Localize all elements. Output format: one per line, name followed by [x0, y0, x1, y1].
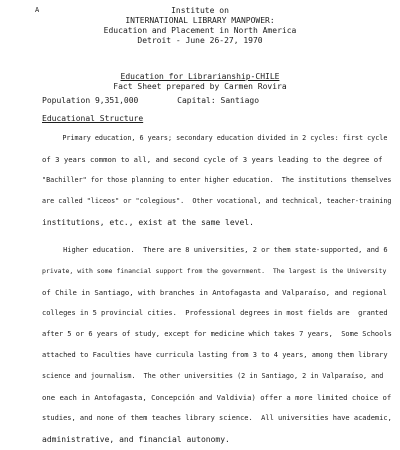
capital-text: Capital: Santiago — [177, 96, 260, 105]
paragraph-line: institutions, etc., exist at the same level. — [42, 218, 254, 227]
document-header — [0, 6, 400, 46]
paragraph-line: Higher education. There are 8 universities, 2 or them state-supported, and 6 — [42, 246, 388, 254]
paragraph-line: of Chile in Santiago, with branches in Antofagasta and Valparaíso, and regional — [42, 288, 387, 297]
paragraph-line: colleges in 5 provincial cities. Professional degrees in most fields are granted — [42, 309, 388, 317]
header-line-institute: Institute on — [171, 6, 229, 15]
paragraph-line: administrative, and financial autonomy. — [42, 435, 230, 444]
paragraph-line: attached to Faculties have curricula lasting from 3 to 4 years, among them library — [42, 351, 388, 359]
paragraph-line: science and journalism. The other universities (2 in Santiago, 2 in Valparaíso, and — [42, 372, 384, 380]
header-line-date: Detroit - June 26-27, 1970 — [137, 36, 263, 45]
subheading-prepared-by: Fact Sheet prepared by Carmen Rovira — [113, 82, 287, 91]
paragraph-line: of 3 years common to all, and second cycle of 3 years leading to the degree of — [42, 155, 383, 164]
paragraph-line: Primary education, 6 years; secondary education divided in 2 cycles: first cycle — [42, 134, 388, 142]
paragraph-line: studies, and none of them teaches library science. All universities have academic, — [42, 414, 392, 422]
paragraph-primary-education — [42, 128, 392, 233]
subheading-title: Education for Librarianship-CHILE — [120, 72, 280, 81]
paragraph-line: after 5 or 6 years of study, except for medicine which takes 7 years, Some Schools — [42, 330, 392, 338]
facts-line — [42, 96, 259, 106]
section-heading: Educational Structure — [42, 114, 144, 123]
population-text: Population 9,351,000 — [42, 96, 139, 105]
corner-mark: A — [35, 6, 43, 14]
header-line-subtitle: Education and Placement in North America — [103, 26, 297, 35]
paragraph-line: one each in Antofagasta, Concepción and Valdivia) offer a more limited choice of — [42, 393, 392, 402]
paragraph-higher-education — [42, 240, 392, 450]
paragraph-line: private, with some financial support from the government. The largest is the University — [42, 267, 387, 275]
paragraph-line: are called "liceos" or "colegious". Other vocational, and technical, teacher-training — [42, 197, 392, 205]
document-subheading — [0, 72, 400, 92]
header-line-title: INTERNATIONAL LIBRARY MANPOWER: — [125, 16, 275, 25]
paragraph-line: "Bachiller" for those planning to enter higher education. The institutions themselves — [42, 176, 392, 184]
